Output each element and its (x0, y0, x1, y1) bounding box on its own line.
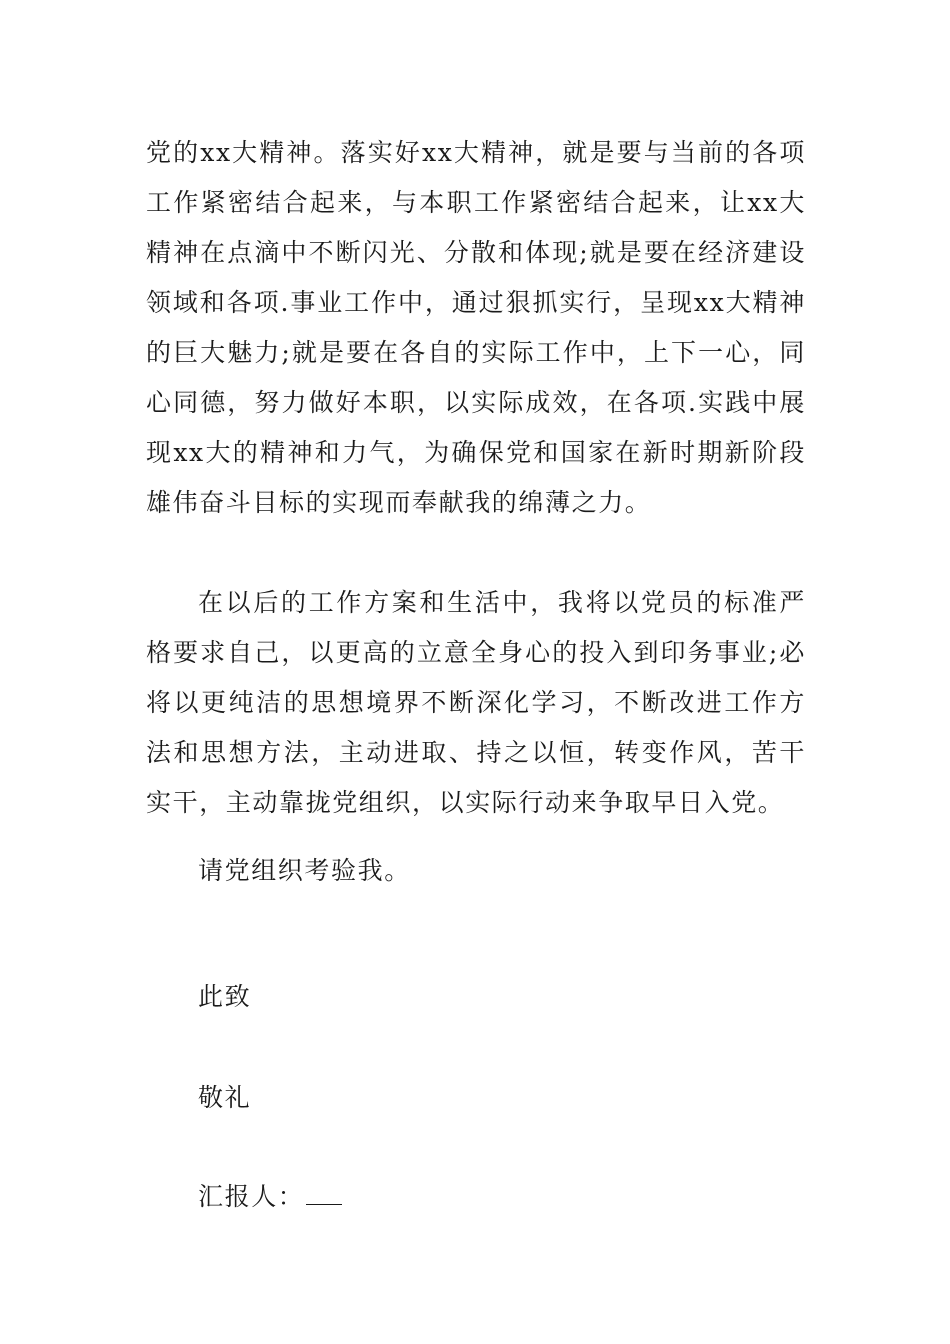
reporter-label: 汇报人： (198, 1182, 305, 1211)
closing-request: 请党组织考验我。 (198, 856, 411, 885)
closing-salutation: 此致 (198, 982, 252, 1011)
closing-regards: 敬礼 (198, 1083, 252, 1112)
reporter-blank-line (306, 1174, 342, 1205)
reporter-line (198, 1172, 342, 1222)
body-paragraph-2: 在以后的工作方案和生活中，我将以党员的标准严格要求自己，以更高的立意全身心的投入到印务事业;必将以更纯洁的思想境界不断深化学习，不断改进工作方法和思想方法，主动进取、持之以恒，转变作风，苦干实干，主动靠拢党组织，以实际行动来争取早日入党。 (146, 588, 806, 817)
body-paragraph-1: 党的xx大精神。落实好xx大精神，就是要与当前的各项工作紧密结合起来，与本职工作紧密结合起来，让xx大精神在点滴中不断闪光、分散和体现;就是要在经济建设领域和各项.事业工作中，通过狠抓实行，呈现xx大精神的巨大魅力;就是要在各自的实际工作中，上下一心，同心同德，努力做好本职，以实际成效，在各项.实践中展现xx大的精神和力气，为确保党和国家在新时期新阶段雄伟奋斗目标的实现而奉献我的绵薄之力。 (146, 138, 806, 517)
